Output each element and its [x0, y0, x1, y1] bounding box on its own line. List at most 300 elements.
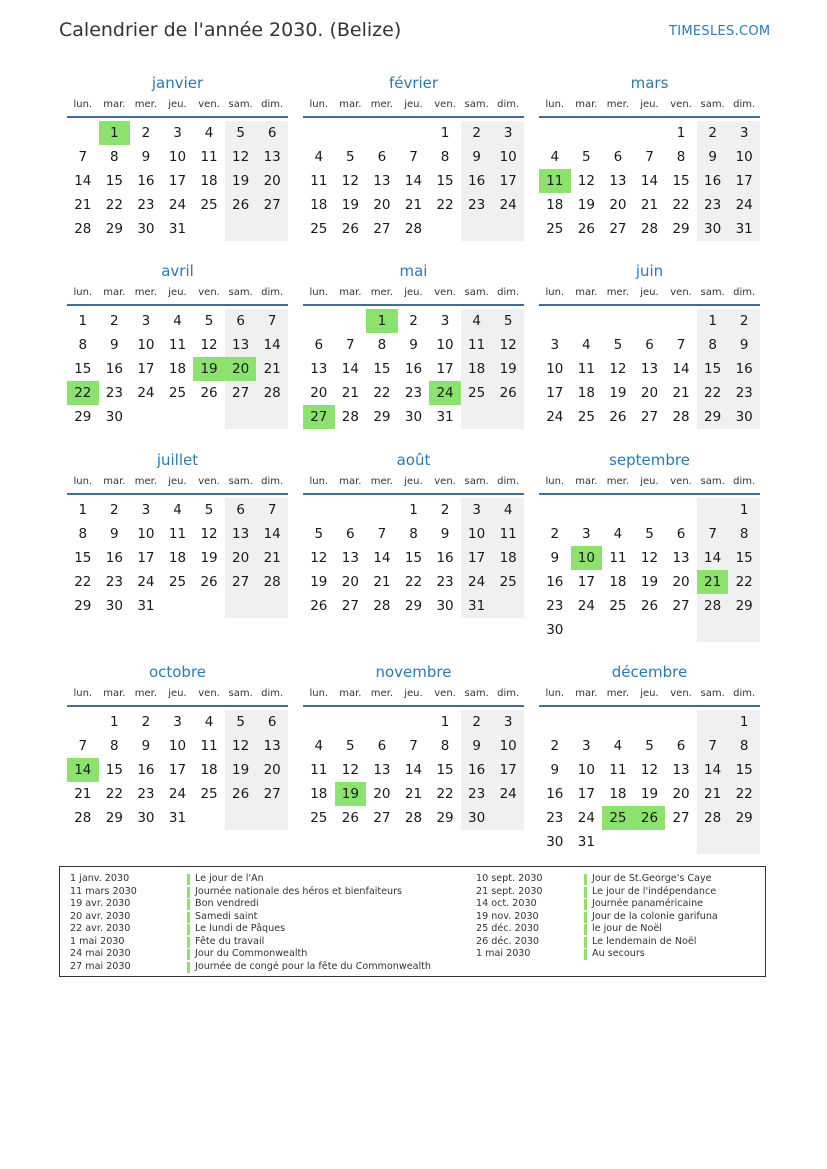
day-cell[interactable]: 21 — [640, 197, 659, 213]
day-cell[interactable]: 17 — [168, 762, 187, 778]
day-cell[interactable]: 29 — [373, 409, 391, 425]
day-cell[interactable]: 2 — [739, 313, 749, 329]
holiday-day-cell[interactable]: 1 — [99, 121, 131, 145]
day-cell[interactable]: 29 — [735, 810, 753, 826]
day-cell[interactable]: 1 — [78, 313, 88, 329]
day-cell[interactable]: 30 — [468, 810, 486, 826]
day-cell[interactable]: 30 — [546, 622, 564, 638]
day-cell[interactable]: 23 — [137, 786, 155, 802]
day-cell[interactable]: 19 — [232, 173, 250, 189]
day-cell[interactable]: 7 — [346, 337, 355, 353]
day-cell[interactable]: 25 — [200, 197, 218, 213]
day-cell[interactable]: 2 — [472, 714, 481, 730]
day-cell[interactable]: 5 — [236, 714, 245, 730]
day-cell[interactable]: 2 — [472, 125, 481, 141]
day-cell[interactable]: 5 — [645, 738, 654, 754]
holiday-day-cell[interactable]: 26 — [634, 806, 666, 830]
day-cell[interactable]: 23 — [468, 197, 486, 213]
day-cell[interactable]: 17 — [137, 550, 155, 566]
day-cell[interactable]: 19 — [577, 197, 595, 213]
day-cell[interactable]: 18 — [310, 197, 328, 213]
day-cell[interactable]: 31 — [168, 810, 187, 826]
day-cell[interactable]: 11 — [310, 762, 328, 778]
day-cell[interactable]: 21 — [404, 197, 423, 213]
day-cell[interactable]: 22 — [436, 786, 454, 802]
holiday-day-cell[interactable]: 24 — [429, 381, 461, 405]
day-cell[interactable]: 25 — [499, 574, 517, 590]
day-cell[interactable]: 17 — [468, 550, 486, 566]
day-cell[interactable]: 8 — [739, 526, 749, 542]
day-cell[interactable]: 21 — [74, 786, 92, 802]
day-cell[interactable]: 22 — [735, 574, 753, 590]
day-cell[interactable]: 6 — [267, 714, 277, 730]
day-cell[interactable]: 23 — [704, 197, 722, 213]
day-cell[interactable]: 19 — [609, 385, 627, 401]
day-cell[interactable]: 25 — [577, 409, 595, 425]
day-cell[interactable]: 31 — [436, 409, 454, 425]
day-cell[interactable]: 3 — [141, 502, 151, 518]
day-cell[interactable]: 20 — [341, 574, 359, 590]
day-cell[interactable]: 1 — [739, 714, 749, 730]
day-cell[interactable]: 1 — [110, 714, 119, 730]
day-cell[interactable]: 18 — [609, 574, 627, 590]
day-cell[interactable]: 7 — [708, 738, 717, 754]
day-cell[interactable]: 4 — [204, 125, 214, 141]
day-cell[interactable]: 13 — [373, 762, 391, 778]
day-cell[interactable]: 8 — [78, 337, 88, 353]
day-cell[interactable]: 12 — [232, 738, 250, 754]
day-cell[interactable]: 6 — [377, 149, 387, 165]
day-cell[interactable]: 18 — [200, 762, 218, 778]
day-cell[interactable]: 16 — [546, 574, 564, 590]
day-cell[interactable]: 12 — [640, 550, 659, 566]
day-cell[interactable]: 10 — [468, 526, 486, 542]
day-cell[interactable]: 23 — [105, 574, 123, 590]
day-cell[interactable]: 4 — [173, 502, 182, 518]
day-cell[interactable]: 29 — [105, 221, 123, 237]
day-cell[interactable]: 31 — [735, 221, 753, 237]
day-cell[interactable]: 28 — [640, 221, 659, 237]
day-cell[interactable]: 7 — [267, 502, 277, 518]
day-cell[interactable]: 3 — [739, 125, 749, 141]
day-cell[interactable]: 10 — [168, 149, 187, 165]
day-cell[interactable]: 24 — [468, 574, 486, 590]
day-cell[interactable]: 8 — [110, 149, 119, 165]
day-cell[interactable]: 16 — [436, 550, 454, 566]
day-cell[interactable]: 28 — [263, 385, 281, 401]
day-cell[interactable]: 29 — [436, 810, 454, 826]
day-cell[interactable]: 1 — [440, 125, 450, 141]
day-cell[interactable]: 10 — [436, 337, 454, 353]
day-cell[interactable]: 22 — [404, 574, 423, 590]
day-cell[interactable]: 18 — [609, 786, 627, 802]
day-cell[interactable]: 31 — [468, 598, 486, 614]
day-cell[interactable]: 26 — [640, 598, 659, 614]
day-cell[interactable]: 26 — [310, 598, 328, 614]
day-cell[interactable]: 27 — [263, 197, 281, 213]
day-cell[interactable]: 7 — [676, 337, 686, 353]
day-cell[interactable]: 4 — [613, 526, 623, 542]
day-cell[interactable]: 14 — [263, 337, 281, 353]
day-cell[interactable]: 10 — [168, 738, 187, 754]
day-cell[interactable]: 25 — [468, 385, 486, 401]
day-cell[interactable]: 6 — [377, 738, 387, 754]
day-cell[interactable]: 21 — [74, 197, 92, 213]
day-cell[interactable]: 8 — [676, 149, 686, 165]
day-cell[interactable]: 21 — [404, 786, 423, 802]
day-cell[interactable]: 24 — [137, 574, 155, 590]
day-cell[interactable]: 5 — [346, 149, 355, 165]
day-cell[interactable]: 7 — [78, 738, 88, 754]
day-cell[interactable]: 24 — [499, 786, 517, 802]
day-cell[interactable]: 31 — [577, 834, 595, 850]
day-cell[interactable]: 6 — [676, 526, 686, 542]
day-cell[interactable]: 15 — [735, 762, 753, 778]
day-cell[interactable]: 27 — [609, 221, 627, 237]
day-cell[interactable]: 20 — [310, 385, 328, 401]
day-cell[interactable]: 4 — [582, 337, 591, 353]
day-cell[interactable]: 22 — [74, 574, 92, 590]
day-cell[interactable]: 14 — [74, 173, 92, 189]
day-cell[interactable]: 15 — [735, 550, 753, 566]
day-cell[interactable]: 22 — [436, 197, 454, 213]
day-cell[interactable]: 4 — [613, 738, 623, 754]
day-cell[interactable]: 15 — [373, 361, 391, 377]
day-cell[interactable]: 30 — [436, 598, 454, 614]
day-cell[interactable]: 7 — [78, 149, 88, 165]
day-cell[interactable]: 8 — [739, 738, 749, 754]
day-cell[interactable]: 20 — [373, 197, 391, 213]
day-cell[interactable]: 13 — [341, 550, 359, 566]
day-cell[interactable]: 16 — [404, 361, 423, 377]
day-cell[interactable]: 24 — [577, 598, 595, 614]
day-cell[interactable]: 13 — [640, 361, 659, 377]
day-cell[interactable]: 11 — [168, 526, 187, 542]
holiday-day-cell[interactable]: 25 — [602, 806, 634, 830]
day-cell[interactable]: 11 — [499, 526, 517, 542]
day-cell[interactable]: 17 — [168, 173, 187, 189]
day-cell[interactable]: 20 — [263, 173, 281, 189]
day-cell[interactable]: 2 — [550, 526, 560, 542]
day-cell[interactable]: 20 — [232, 550, 250, 566]
day-cell[interactable]: 11 — [310, 173, 328, 189]
day-cell[interactable]: 2 — [110, 502, 119, 518]
day-cell[interactable]: 1 — [708, 313, 717, 329]
day-cell[interactable]: 16 — [704, 173, 722, 189]
day-cell[interactable]: 14 — [341, 361, 359, 377]
day-cell[interactable]: 17 — [546, 385, 564, 401]
day-cell[interactable]: 30 — [704, 221, 722, 237]
day-cell[interactable]: 24 — [499, 197, 517, 213]
day-cell[interactable]: 26 — [341, 221, 359, 237]
day-cell[interactable]: 30 — [404, 409, 423, 425]
day-cell[interactable]: 8 — [110, 738, 119, 754]
day-cell[interactable]: 6 — [613, 149, 623, 165]
day-cell[interactable]: 9 — [141, 738, 151, 754]
day-cell[interactable]: 4 — [550, 149, 560, 165]
day-cell[interactable]: 18 — [468, 361, 486, 377]
day-cell[interactable]: 29 — [105, 810, 123, 826]
day-cell[interactable]: 4 — [173, 313, 182, 329]
day-cell[interactable]: 3 — [582, 738, 591, 754]
day-cell[interactable]: 15 — [105, 762, 123, 778]
day-cell[interactable]: 27 — [373, 221, 391, 237]
day-cell[interactable]: 16 — [105, 550, 123, 566]
day-cell[interactable]: 9 — [110, 526, 119, 542]
day-cell[interactable]: 29 — [704, 409, 722, 425]
day-cell[interactable]: 12 — [200, 337, 218, 353]
day-cell[interactable]: 20 — [672, 574, 690, 590]
day-cell[interactable]: 5 — [314, 526, 324, 542]
holiday-day-cell[interactable]: 27 — [303, 405, 335, 429]
day-cell[interactable]: 16 — [105, 361, 123, 377]
holiday-day-cell[interactable]: 11 — [539, 169, 571, 193]
day-cell[interactable]: 3 — [141, 313, 151, 329]
day-cell[interactable]: 5 — [582, 149, 591, 165]
day-cell[interactable]: 27 — [232, 385, 250, 401]
day-cell[interactable]: 11 — [200, 149, 218, 165]
day-cell[interactable]: 1 — [78, 502, 88, 518]
day-cell[interactable]: 17 — [577, 574, 595, 590]
day-cell[interactable]: 27 — [672, 810, 690, 826]
day-cell[interactable]: 16 — [735, 361, 753, 377]
day-cell[interactable]: 18 — [499, 550, 517, 566]
day-cell[interactable]: 9 — [141, 149, 151, 165]
day-cell[interactable]: 25 — [546, 221, 564, 237]
day-cell[interactable]: 15 — [436, 762, 454, 778]
day-cell[interactable]: 30 — [546, 834, 564, 850]
day-cell[interactable]: 22 — [373, 385, 391, 401]
day-cell[interactable]: 20 — [672, 786, 690, 802]
day-cell[interactable]: 9 — [739, 337, 749, 353]
day-cell[interactable]: 29 — [735, 598, 753, 614]
day-cell[interactable]: 12 — [499, 337, 517, 353]
day-cell[interactable]: 25 — [200, 786, 218, 802]
day-cell[interactable]: 9 — [550, 550, 560, 566]
day-cell[interactable]: 15 — [704, 361, 722, 377]
day-cell[interactable]: 20 — [373, 786, 391, 802]
day-cell[interactable]: 13 — [232, 337, 250, 353]
day-cell[interactable]: 15 — [672, 173, 690, 189]
day-cell[interactable]: 28 — [74, 221, 92, 237]
day-cell[interactable]: 7 — [409, 149, 418, 165]
day-cell[interactable]: 18 — [310, 786, 328, 802]
day-cell[interactable]: 11 — [609, 762, 627, 778]
day-cell[interactable]: 28 — [404, 221, 423, 237]
holiday-day-cell[interactable]: 10 — [571, 546, 603, 570]
day-cell[interactable]: 5 — [236, 125, 245, 141]
day-cell[interactable]: 30 — [105, 598, 123, 614]
day-cell[interactable]: 17 — [577, 786, 595, 802]
day-cell[interactable]: 1 — [739, 502, 749, 518]
day-cell[interactable]: 7 — [708, 526, 717, 542]
day-cell[interactable]: 28 — [263, 574, 281, 590]
day-cell[interactable]: 28 — [704, 598, 722, 614]
day-cell[interactable]: 8 — [440, 738, 450, 754]
day-cell[interactable]: 23 — [468, 786, 486, 802]
day-cell[interactable]: 4 — [472, 313, 481, 329]
day-cell[interactable]: 9 — [409, 337, 418, 353]
day-cell[interactable]: 26 — [200, 574, 218, 590]
day-cell[interactable]: 27 — [672, 598, 690, 614]
day-cell[interactable]: 2 — [141, 714, 151, 730]
day-cell[interactable]: 26 — [577, 221, 595, 237]
day-cell[interactable]: 16 — [137, 762, 155, 778]
day-cell[interactable]: 16 — [468, 762, 486, 778]
day-cell[interactable]: 5 — [204, 502, 214, 518]
day-cell[interactable]: 28 — [704, 810, 722, 826]
day-cell[interactable]: 3 — [173, 714, 182, 730]
day-cell[interactable]: 21 — [373, 574, 391, 590]
day-cell[interactable]: 29 — [404, 598, 423, 614]
day-cell[interactable]: 13 — [672, 550, 690, 566]
day-cell[interactable]: 14 — [704, 762, 722, 778]
day-cell[interactable]: 23 — [404, 385, 423, 401]
day-cell[interactable]: 12 — [232, 149, 250, 165]
day-cell[interactable]: 21 — [263, 361, 281, 377]
day-cell[interactable]: 5 — [645, 526, 654, 542]
day-cell[interactable]: 12 — [341, 173, 359, 189]
day-cell[interactable]: 2 — [110, 313, 119, 329]
day-cell[interactable]: 3 — [472, 502, 481, 518]
day-cell[interactable]: 11 — [200, 738, 218, 754]
day-cell[interactable]: 8 — [708, 337, 717, 353]
day-cell[interactable]: 19 — [640, 786, 659, 802]
day-cell[interactable]: 28 — [74, 810, 92, 826]
day-cell[interactable]: 21 — [263, 550, 281, 566]
day-cell[interactable]: 8 — [377, 337, 387, 353]
day-cell[interactable]: 26 — [232, 197, 250, 213]
day-cell[interactable]: 17 — [137, 361, 155, 377]
day-cell[interactable]: 10 — [499, 149, 517, 165]
day-cell[interactable]: 31 — [137, 598, 155, 614]
day-cell[interactable]: 24 — [546, 409, 564, 425]
day-cell[interactable]: 24 — [168, 786, 187, 802]
day-cell[interactable]: 3 — [550, 337, 560, 353]
day-cell[interactable]: 30 — [735, 409, 753, 425]
day-cell[interactable]: 27 — [640, 409, 659, 425]
holiday-day-cell[interactable]: 1 — [366, 309, 398, 333]
day-cell[interactable]: 9 — [472, 149, 481, 165]
day-cell[interactable]: 6 — [236, 313, 245, 329]
day-cell[interactable]: 10 — [546, 361, 564, 377]
day-cell[interactable]: 5 — [613, 337, 623, 353]
day-cell[interactable]: 14 — [704, 550, 722, 566]
day-cell[interactable]: 22 — [704, 385, 722, 401]
day-cell[interactable]: 11 — [168, 337, 187, 353]
day-cell[interactable]: 8 — [409, 526, 418, 542]
day-cell[interactable]: 25 — [609, 598, 627, 614]
day-cell[interactable]: 23 — [137, 197, 155, 213]
holiday-day-cell[interactable]: 22 — [67, 381, 99, 405]
day-cell[interactable]: 9 — [708, 149, 717, 165]
day-cell[interactable]: 23 — [436, 574, 454, 590]
day-cell[interactable]: 19 — [232, 762, 250, 778]
day-cell[interactable]: 15 — [74, 550, 92, 566]
holiday-day-cell[interactable]: 20 — [225, 357, 257, 381]
day-cell[interactable]: 11 — [609, 550, 627, 566]
day-cell[interactable]: 1 — [440, 714, 450, 730]
day-cell[interactable]: 12 — [341, 762, 359, 778]
day-cell[interactable]: 21 — [704, 786, 722, 802]
day-cell[interactable]: 12 — [577, 173, 595, 189]
day-cell[interactable]: 2 — [141, 125, 151, 141]
day-cell[interactable]: 6 — [314, 337, 324, 353]
day-cell[interactable]: 9 — [550, 762, 560, 778]
day-cell[interactable]: 22 — [735, 786, 753, 802]
day-cell[interactable]: 23 — [546, 598, 564, 614]
day-cell[interactable]: 4 — [204, 714, 214, 730]
day-cell[interactable]: 10 — [735, 149, 753, 165]
holiday-day-cell[interactable]: 19 — [193, 357, 225, 381]
day-cell[interactable]: 3 — [503, 714, 513, 730]
day-cell[interactable]: 5 — [503, 313, 513, 329]
day-cell[interactable]: 18 — [546, 197, 564, 213]
day-cell[interactable]: 14 — [404, 173, 423, 189]
day-cell[interactable]: 14 — [263, 526, 281, 542]
day-cell[interactable]: 29 — [74, 409, 92, 425]
day-cell[interactable]: 27 — [373, 810, 391, 826]
day-cell[interactable]: 30 — [105, 409, 123, 425]
day-cell[interactable]: 24 — [577, 810, 595, 826]
day-cell[interactable]: 6 — [346, 526, 355, 542]
day-cell[interactable]: 20 — [609, 197, 627, 213]
day-cell[interactable]: 1 — [409, 502, 418, 518]
brand-logo-text[interactable]: TIMESLES.COM — [669, 24, 771, 39]
day-cell[interactable]: 5 — [346, 738, 355, 754]
day-cell[interactable]: 23 — [546, 810, 564, 826]
day-cell[interactable]: 7 — [409, 738, 418, 754]
day-cell[interactable]: 9 — [472, 738, 481, 754]
day-cell[interactable]: 24 — [137, 385, 155, 401]
day-cell[interactable]: 30 — [137, 810, 155, 826]
day-cell[interactable]: 16 — [546, 786, 564, 802]
day-cell[interactable]: 15 — [74, 361, 92, 377]
day-cell[interactable]: 27 — [232, 574, 250, 590]
day-cell[interactable]: 15 — [404, 550, 423, 566]
day-cell[interactable]: 19 — [200, 550, 218, 566]
day-cell[interactable]: 18 — [168, 361, 187, 377]
day-cell[interactable]: 15 — [436, 173, 454, 189]
day-cell[interactable]: 19 — [499, 361, 517, 377]
day-cell[interactable]: 6 — [645, 337, 654, 353]
day-cell[interactable]: 19 — [341, 197, 359, 213]
day-cell[interactable]: 3 — [173, 125, 182, 141]
day-cell[interactable]: 10 — [577, 762, 595, 778]
day-cell[interactable]: 17 — [499, 762, 517, 778]
day-cell[interactable]: 26 — [341, 810, 359, 826]
day-cell[interactable]: 21 — [341, 385, 359, 401]
day-cell[interactable]: 11 — [577, 361, 595, 377]
day-cell[interactable]: 25 — [310, 810, 328, 826]
day-cell[interactable]: 14 — [672, 361, 690, 377]
day-cell[interactable]: 6 — [267, 125, 277, 141]
day-cell[interactable]: 20 — [640, 385, 659, 401]
day-cell[interactable]: 14 — [404, 762, 423, 778]
day-cell[interactable]: 11 — [468, 337, 486, 353]
day-cell[interactable]: 7 — [377, 526, 387, 542]
day-cell[interactable]: 2 — [409, 313, 418, 329]
day-cell[interactable]: 30 — [137, 221, 155, 237]
day-cell[interactable]: 19 — [310, 574, 328, 590]
day-cell[interactable]: 12 — [310, 550, 328, 566]
day-cell[interactable]: 7 — [267, 313, 277, 329]
day-cell[interactable]: 22 — [105, 197, 123, 213]
day-cell[interactable]: 14 — [373, 550, 391, 566]
day-cell[interactable]: 28 — [373, 598, 391, 614]
day-cell[interactable]: 13 — [263, 738, 281, 754]
day-cell[interactable]: 4 — [503, 502, 513, 518]
